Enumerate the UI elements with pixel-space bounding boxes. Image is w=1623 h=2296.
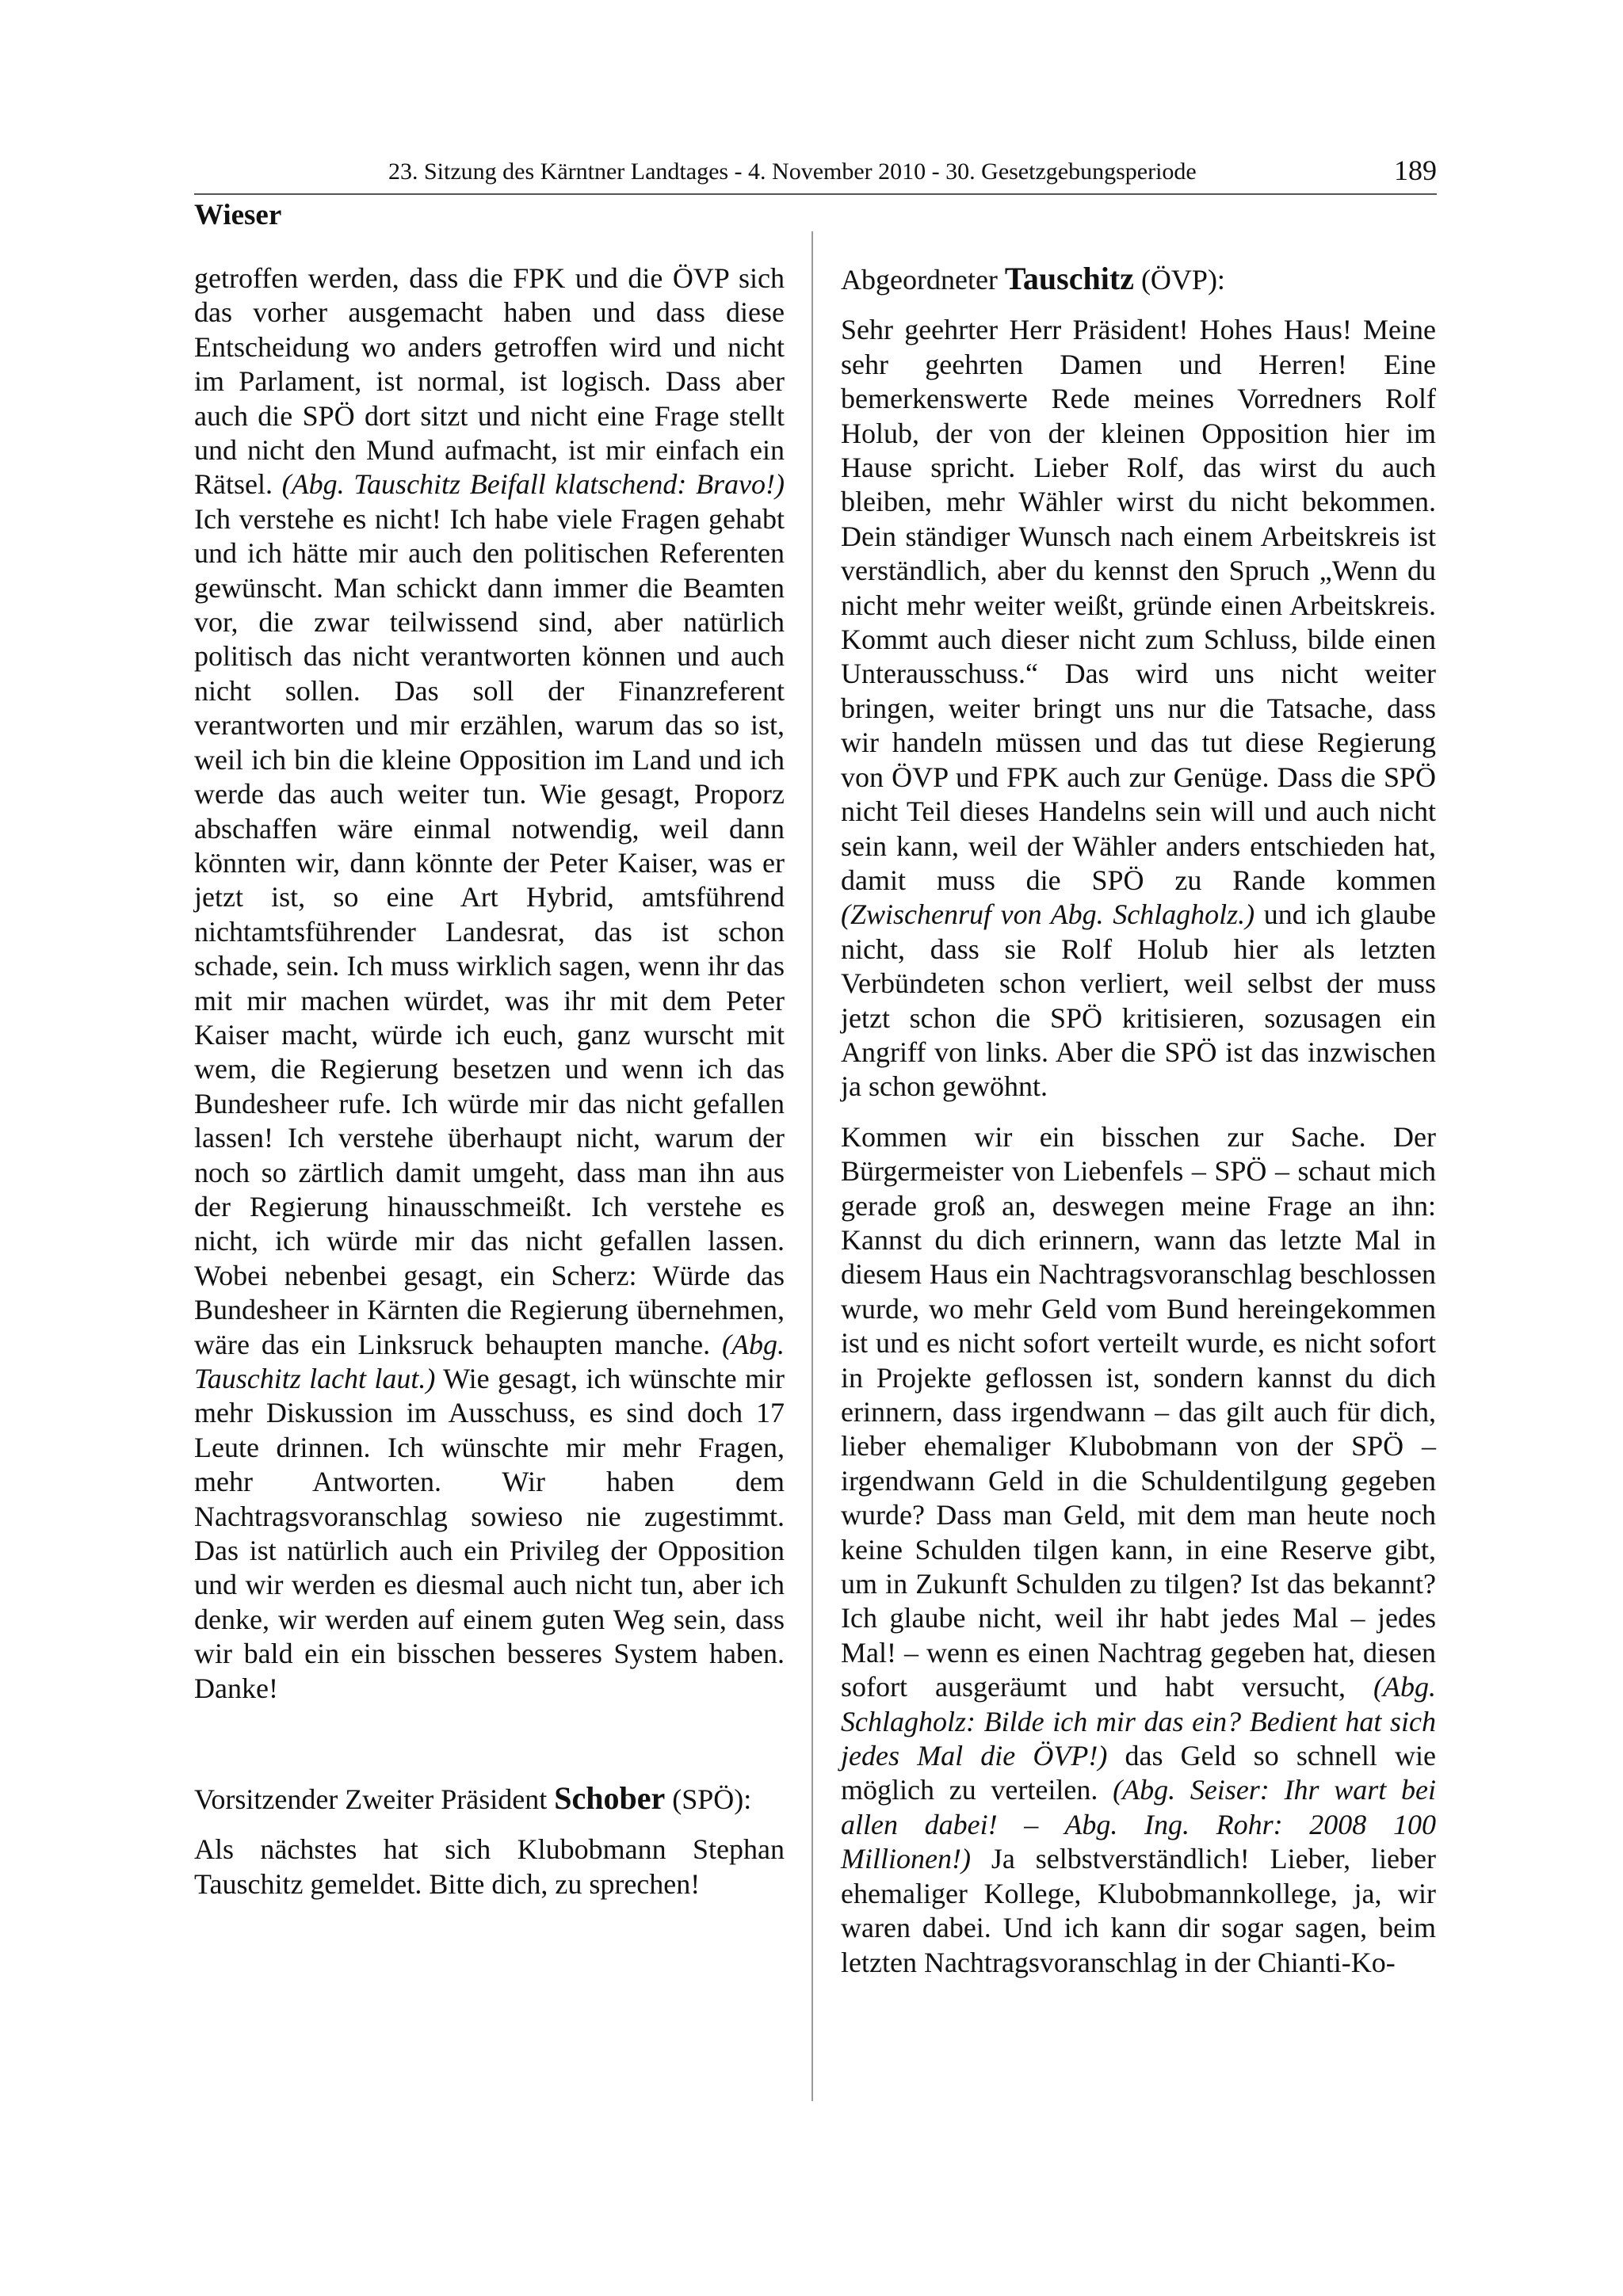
speaker-name: Tauschitz: [1004, 261, 1134, 296]
speaker-header: Wieser: [194, 199, 282, 231]
header-title: 23. Sitzung des Kärntner Landtages - 4. November 2010 - 30. Gesetzgebungsperiode: [388, 158, 1197, 185]
text-run: Ich verstehe es nicht! Ich habe viele Fragen gehabt und ich hätte mir auch den politischen Referenten gewünscht. Man schickt dann immer die Beamten vor, die zwar teilwissend sind, aber natürlich politisch das nicht verantworten können und auch nicht sollen. Das soll der Finanzreferent verantworten und mir erzählen, warum das so ist, weil ich bin die kleine Opposition im Land und ich werde das auch weiter tun. Wie gesagt, Proporz abschaffen wäre einmal notwendig, weil dann könnten wir, dann könnte der Peter Kaiser, was er jetzt ist, so eine Art Hybrid, amtsführend nichtamtsführender Landesrat, das ist schon schade, sein. Ich muss wirklich sagen, wenn ihr das mit mir machen würdet, was ihr mit dem Peter Kaiser macht, würde ich euch, ganz wurscht mit wem, die Regierung besetzen und wenn ich das Bundesheer rufe. Ich würde mir das nicht gefallen lassen! Ich verstehe überhaupt nicht, warum der noch so zärtlich damit umgeht, dass man ihn aus der Regierung hinausschmeißt. Ich verstehe es nicht, ich würde mir das nicht gefallen lassen. Wobei nebenbei gesagt, ein Scherz: Würde das Bundesheer in Kärnten die Regierung übernehmen, wäre das ein Linksruck behaupten manche.: [194, 502, 785, 1360]
speaker-name: Schober: [554, 1780, 666, 1817]
speaker-label-schober: [194, 1781, 785, 1817]
text-run: Sehr geehrter Herr Präsident! Hohes Haus! Meine sehr geehrten Damen und Herren! Eine bemerkenswerte Rede meines Vorredners Rolf Holub, der von der kleinen Opposition hier im Hause spricht. Lieber Rolf, das wirst du auch bleiben, mehr Wähler wirst du nicht bekommen. Dein ständiger Wunsch nach einem Arbeitskreis ist verständlich, aber du kennst den Spruch „Wenn du nicht mehr weiter weißt, gründe einen Arbeitskreis. Kommt auch dieser nicht zum Schluss, bilde einen Unterausschuss.“ Das wird uns nicht weiter bringen, weiter bringt uns nur die Tatsache, dass wir handeln müssen und das tut diese Regierung von ÖVP und FPK auch zur Genüge. Dass die SPÖ nicht Teil dieses Handelns sein will und auch nicht sein kann, weil der Wähler anders entschieden hat, damit muss die SPÖ zu Rande kommen: [841, 314, 1436, 896]
text-run: Wie gesagt, ich wünschte mir mehr Diskussion im Ausschuss, es sind doch 17 Leute drinnen. Ich wünschte mir mehr Fragen, mehr Antworten. Wir haben dem Nachtragsvoranschlag sowieso nie zugestimmt. Das ist natürlich auch ein Privileg der Opposition und wir werden es diesmal auch nicht tun, aber ich denke, wir werden auf einem guten Weg sein, dass wir bald ein ein bisschen besseres System haben. Danke!: [194, 1363, 785, 1704]
right-paragraph-2: [841, 1120, 1436, 1980]
speaker-label-tauschitz: [841, 261, 1436, 297]
interjection: (Abg. Tauschitz Beifall klatschend: Bravo!): [281, 468, 785, 501]
header-rule: [194, 193, 1437, 195]
interjection: (Abg. Tauschitz lacht laut.): [194, 1328, 785, 1394]
left-paragraph-2: Als nächstes hat sich Klubobmann Stephan Tauschitz gemeldet. Bitte dich, zu sprechen!: [194, 1833, 785, 1900]
text-run: Kommen wir ein bisschen zur Sache. Der Bürgermeister von Liebenfels – SPÖ – schaut mich gerade groß an, deswegen meine Frage an ihn: Kannst du dich erinnern, wann das letzte Mal in diesem Haus ein Nachtragsvoranschlag beschlossen wurde, wo mehr Geld vom Bund hereingekommen ist und es nicht sofort verteilt wurde, es nicht sofort in Projekte geflossen ist, sondern kannst du dich erinnern, dass irgendwann – das gilt auch für dich, lieber ehemaliger Klubobmann von der SPÖ – irgendwann Geld in die Schuldentilgung gegeben wurde? Dass man Geld, mit dem man heute noch keine Schulden tilgen kann, in eine Reserve gibt, um in Zukunft Schulden zu tilgen? Ist das bekannt? Ich glaube nicht, weil ihr habt jedes Mal – jedes Mal! – wenn es einen Nachtrag gegeben hat, diesen sofort ausgeräumt und habt versucht,: [841, 1120, 1436, 1703]
speaker-role: Vorsitzender Zweiter Präsident: [194, 1783, 555, 1816]
left-paragraph-1: [194, 261, 785, 1706]
right-paragraph-1: [841, 313, 1436, 1104]
text-run: und ich glaube nicht, dass sie Rolf Holub hier als letzten Verbündeten schon verliert, weil selbst der muss jetzt schon die SPÖ kritisieren, sozusagen ein Angriff von links. Aber die SPÖ ist das inzwischen ja schon gewöhnt.: [841, 898, 1436, 1103]
page-number: 189: [1394, 154, 1437, 186]
text-run: das Geld so schnell wie möglich zu verteilen.: [841, 1740, 1436, 1806]
text-run: getroffen werden, dass die FPK und die ÖVP sich das vorher ausgemacht haben und dass diese Entscheidung wo anders getroffen wird und nicht im Parlament, ist normal, ist logisch. Dass aber auch die SPÖ dort sitzt und nicht eine Frage stellt und nicht den Mund aufmacht, ist mir einfach ein Rätsel.: [194, 262, 785, 501]
left-column: [194, 261, 785, 1901]
interjection: (Zwischenruf von Abg. Schlagholz.): [841, 898, 1255, 931]
interjection: (Abg. Schlagholz: Bilde ich mir das ein? Bedient hat sich jedes Mal die ÖVP!): [841, 1671, 1436, 1772]
column-divider: [812, 231, 813, 2101]
text-run: Ja selbstverständlich! Lieber, lieber ehemaliger Kollege, Klubobmannkollege, ja, wir waren dabei. Und ich kann dir sogar sagen, beim letzten Nachtragsvoranschlag in der Chianti-Ko-: [841, 1843, 1436, 1978]
right-column: [841, 261, 1436, 1980]
speaker-role: Abgeordneter: [841, 264, 1005, 296]
speaker-party: (ÖVP):: [1133, 264, 1225, 296]
speaker-party: (SPÖ):: [665, 1783, 752, 1816]
interjection: (Abg. Seiser: Ihr wart bei allen dabei! – Abg. Ing. Rohr: 2008 100 Millionen!): [841, 1774, 1436, 1875]
